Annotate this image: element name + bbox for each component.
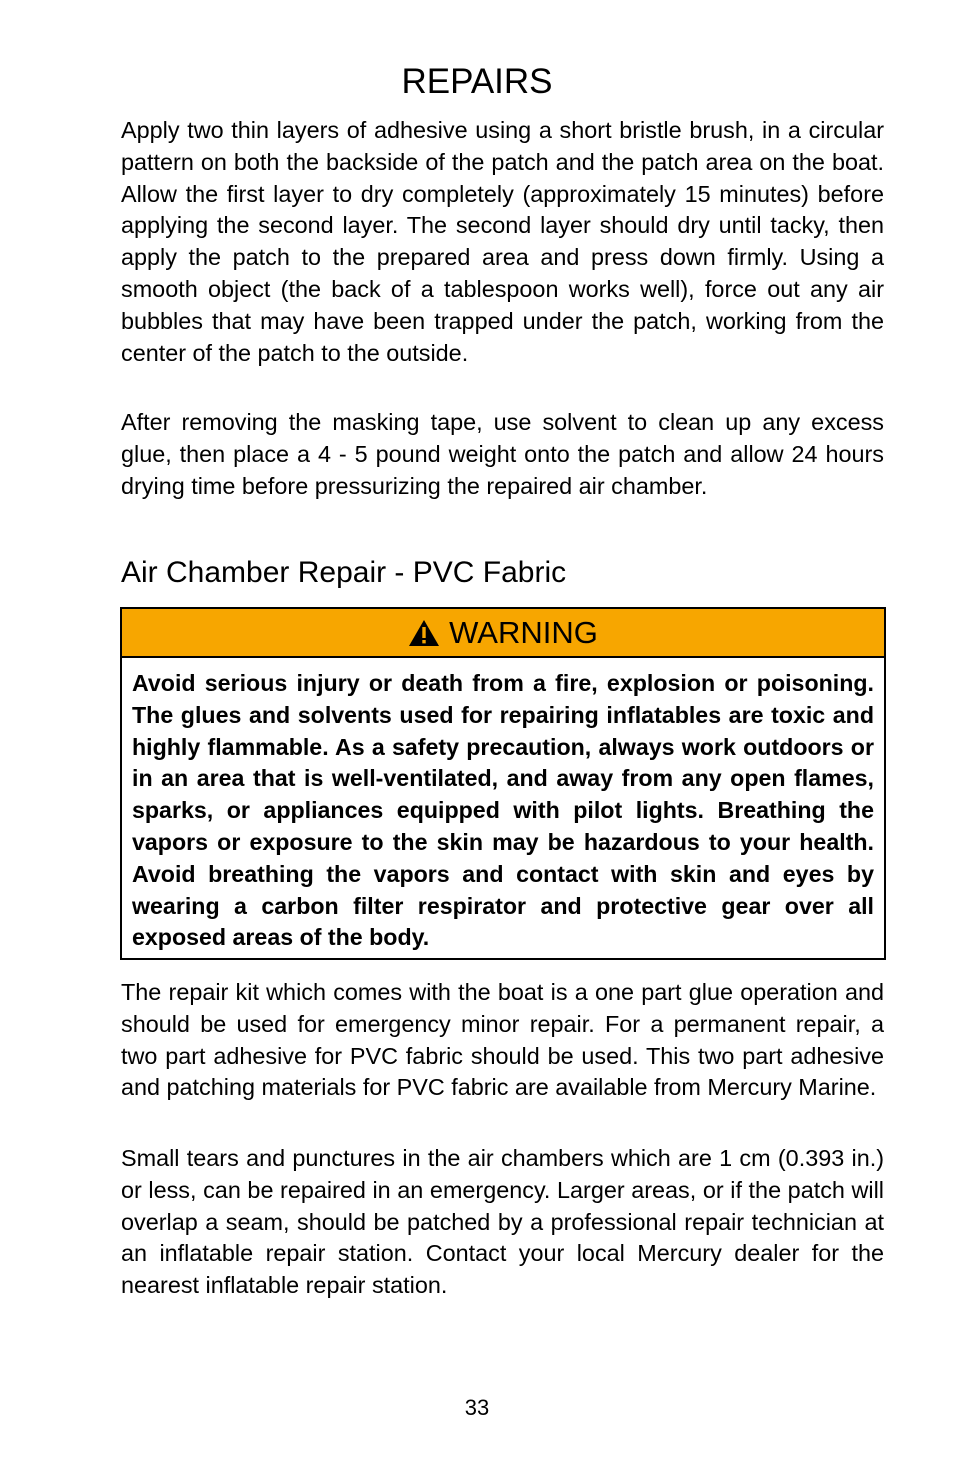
- page-title: REPAIRS: [401, 62, 553, 101]
- repair-kit-paragraph: The repair kit which comes with the boat is a one part glue operation and should be used for emergency minor repair. For a permanent repair, a two part adhesive for PVC fabric should be used. This two part adhesive and patching materials for PVC fabric are available from Mercury Marine.: [121, 979, 884, 1101]
- warning-header: [122, 609, 884, 658]
- warning-box: [120, 607, 886, 960]
- warning-label: WARNING: [449, 614, 598, 650]
- cleanup-paragraph: After removing the masking tape, use solvent to clean up any excess glue, then place a 4 - 5 pound weight onto the patch and allow 24 hours drying time before pressurizing the repaired air chamber.: [121, 409, 884, 499]
- warning-triangle-icon: [408, 619, 440, 647]
- small-tears-paragraph: Small tears and punctures in the air chambers which are 1 cm (0.393 in.) or less, can be repaired in an emergency. Larger areas, or if the patch will overlap a seam, should be patched by a professional repair technician at an inflatable repair station. Contact your local Mercury dealer for the nearest inflatable repair station.: [121, 1145, 884, 1299]
- adhesive-application-paragraph: Apply two thin layers of adhesive using a short bristle brush, in a circular pattern on both the backside of the patch and the patch area on the boat. Allow the first layer to dry completely (approximately 15 minutes) before applying the second layer. The second layer should dry until tacky, then apply the patch to the prepared area and press down firmly. Using a smooth object (the back of a tablespoon works well), force out any air bubbles that may have been trapped under the patch, working from the center of the patch to the outside.: [121, 117, 884, 366]
- warning-text: Avoid serious injury or death from a fire, explosion or poisoning. The glues and solvents used for repairing inflatables are toxic and highly flammable. As a safety precaution, always work outdoors or in an area that is well-ventilated, and away from any open flames, sparks, or appliances equipped with pilot lights. Breathing the vapors or exposure to the skin may be hazardous to your health. Avoid breathing the vapors and contact with skin and eyes by wearing a carbon filter respirator and protective gear over all exposed areas of the body.: [132, 670, 874, 951]
- page-number: 33: [464, 1395, 490, 1420]
- section-heading: Air Chamber Repair - PVC Fabric: [121, 556, 567, 589]
